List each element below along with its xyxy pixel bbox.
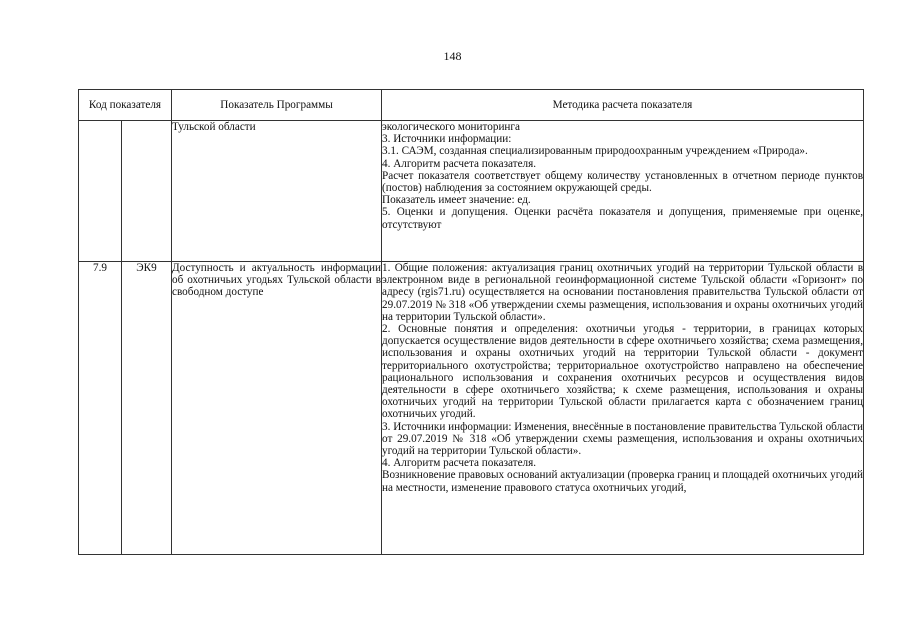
indicator-table — [78, 89, 864, 555]
row-code: ЭК9 — [122, 262, 172, 555]
table-header-row — [79, 90, 864, 121]
row-number: 7.9 — [79, 262, 122, 555]
table-row — [79, 262, 864, 555]
header-indicator: Показатель Программы — [172, 90, 382, 121]
row-method — [382, 121, 864, 262]
method-paragraph: Расчет показателя соответствует общему количеству установленных в отчетном периоде пунктов (постов) наблюдения за состоянием окружающей среды. — [382, 169, 863, 195]
header-code: Код показателя — [79, 90, 172, 121]
method-paragraph: 3. Источники информации: — [382, 133, 512, 146]
row-method — [382, 262, 864, 555]
method-paragraph: экологического мониторинга — [382, 121, 520, 133]
method-paragraph: 3.1. САЭМ, созданная специализированным природоохранным учреждением «Природа». — [382, 145, 808, 158]
method-paragraph: Показатель имеет значение: ед. — [382, 194, 531, 207]
method-paragraph: 4. Алгоритм расчета показателя. — [382, 457, 537, 470]
page-number: 148 — [443, 49, 462, 63]
method-paragraph: 5. Оценки и допущения. Оценки расчёта показателя и допущения, применяемые при оценке, отсутствуют — [382, 206, 863, 231]
method-paragraph: 2. Основные понятия и определения: охотничьи угодья - территории, в границах которых допускается осуществление видов деятельности в сфере охотничьего хозяйства; схема размещения, использования и охраны охотничьих угодий на территории Тульской области - документ территориального охотустройства; территориальное охотустройство направлено на обеспечение рационального использования и сохранения охотничьих ресурсов и осуществления видов деятельности в сфере охотничьего хозяйства; к схеме размещения, использования и охраны охотничьих угодий на территории Тульской области прилагается карта с обозначением границ охотничьих угодий. — [382, 323, 863, 421]
method-paragraph: Возникновение правовых оснований актуализации (проверка границ и площадей охотничьих угодий на местности, изменение правового статуса охотничьих угодий, — [382, 469, 863, 494]
row-indicator: Тульской области — [172, 121, 382, 262]
row-indicator: Доступность и актуальность информации об охотничьих угодьях Тульской области в свободном доступе — [172, 262, 382, 555]
method-paragraph: 1. Общие положения: актуализация границ охотничьих угодий на территории Тульской области в электронном виде в региональной геоинформационной системе Тульской области «Горизонт» по адресу (rgis71.ru) осуществляется на основании постановления правительства Тульской области от 29.07.2019 № 318 «Об утверждении схемы размещения, использования и охраны охотничьих угодий на территории Тульской области». — [382, 262, 863, 323]
method-paragraph: 3. Источники информации: Изменения, внесённые в постановление правительства Тульской области от 29.07.2019 № 318 «Об утверждении схемы размещения, использования и охраны охотничьих угодий на территории Тульской области». — [382, 420, 863, 458]
table-row — [79, 121, 864, 262]
row-code — [122, 121, 172, 262]
header-method: Методика расчета показателя — [382, 90, 864, 121]
method-paragraph: 4. Алгоритм расчета показателя. — [382, 157, 537, 170]
row-number — [79, 121, 122, 262]
